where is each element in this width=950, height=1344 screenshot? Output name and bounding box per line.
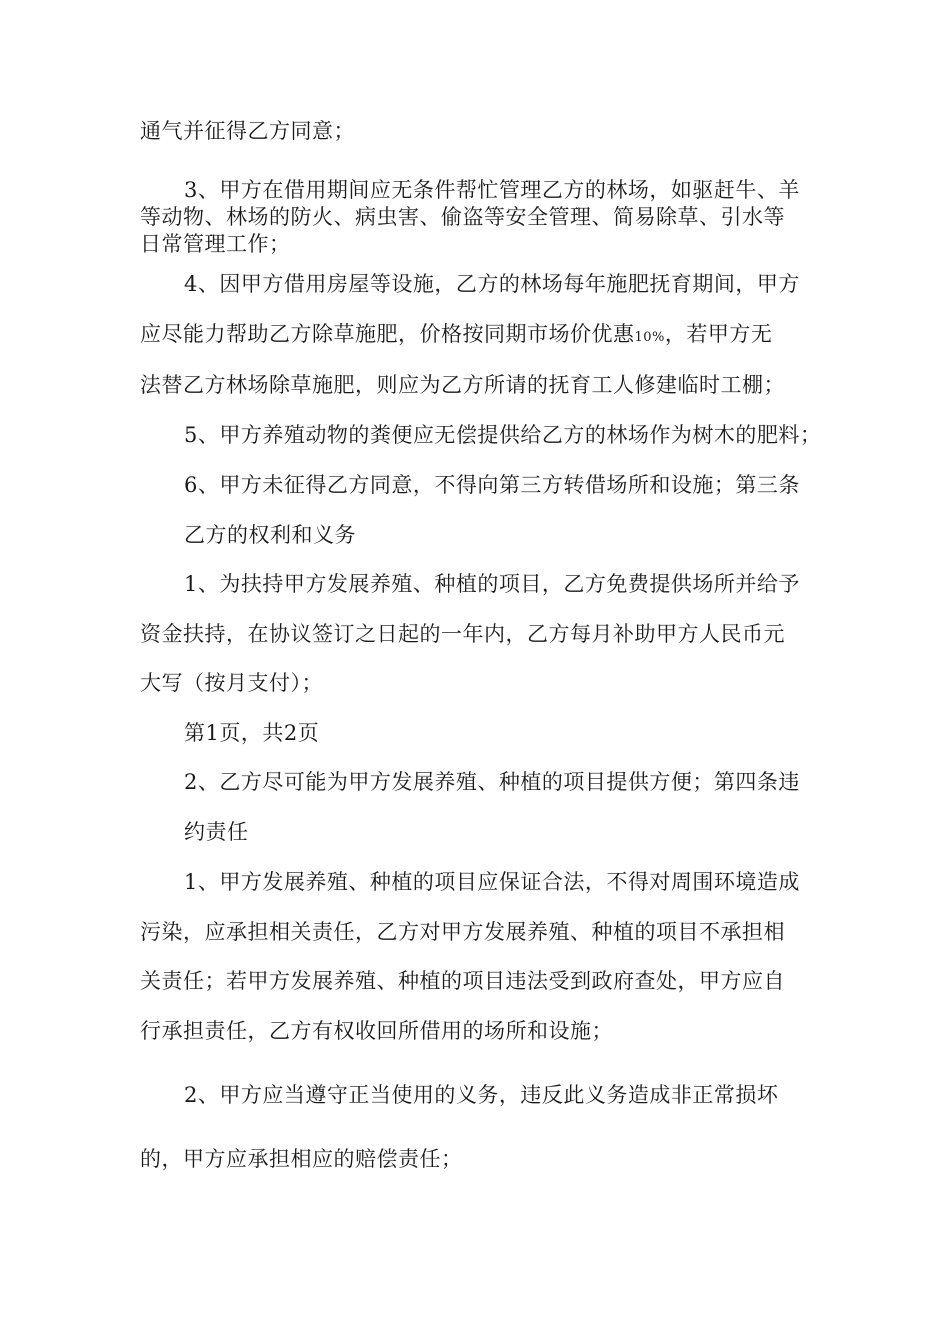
text-line: 3、甲方在借用期间应无条件帮忙管理乙方的林场，如驱赶牛、羊 <box>184 178 800 202</box>
text-line: 日常管理工作； <box>140 232 291 256</box>
percent-value: 10% <box>634 330 665 345</box>
text-line: 法替乙方林场除草施肥，则应为乙方所请的抚育工人修建临时工棚； <box>140 373 785 397</box>
text-line: 污染，应承担相关责任，乙方对甲方发展养殖、种植的项目不承担相 <box>140 920 785 944</box>
text-line: 的，甲方应承担相应的赔偿责任； <box>140 1147 463 1171</box>
text-segment: 应尽能力帮助乙方除草施肥，价格按同期市场价优惠 <box>140 322 635 346</box>
text-line: 资金扶持，在协议签订之日起的一年内，乙方每月补助甲方人民币元 <box>140 622 785 646</box>
text-line: 通气并征得乙方同意； <box>140 119 355 143</box>
text-line: 2、甲方应当遵守正当使用的义务，违反此义务造成非正常损坏 <box>184 1083 779 1107</box>
text-line <box>140 320 772 352</box>
text-line: 2、乙方尽可能为甲方发展养殖、种植的项目提供方便；第四条违 <box>184 770 800 794</box>
text-line: 1、为扶持甲方发展养殖、种植的项目，乙方免费提供场所并给予 <box>184 572 800 596</box>
text-segment: ，若甲方无 <box>664 322 773 346</box>
text-line: 大写（按月支付）； <box>140 671 323 695</box>
text-line: 6、甲方未征得乙方同意，不得向第三方转借场所和设施；第三条 <box>184 473 800 497</box>
section-heading: 约责任 <box>184 820 249 844</box>
text-line: 4、因甲方借用房屋等设施，乙方的林场每年施肥抚育期间，甲方 <box>184 272 800 296</box>
section-heading: 乙方的权利和义务 <box>184 523 356 547</box>
text-line: 5、甲方养殖动物的粪便应无偿提供给乙方的林场作为树木的肥料； <box>184 423 822 447</box>
text-line: 等动物、林场的防火、病虫害、偷盗等安全管理、简易除草、引水等 <box>140 205 785 229</box>
text-line: 关责任；若甲方发展养殖、种植的项目违法受到政府查处，甲方应自 <box>140 969 785 993</box>
text-line: 行承担责任，乙方有权收回所借用的场所和设施； <box>140 1019 613 1043</box>
page-number: 第1页，共2页 <box>184 721 320 745</box>
text-line: 1、甲方发展养殖、种植的项目应保证合法，不得对周围环境造成 <box>184 870 800 894</box>
